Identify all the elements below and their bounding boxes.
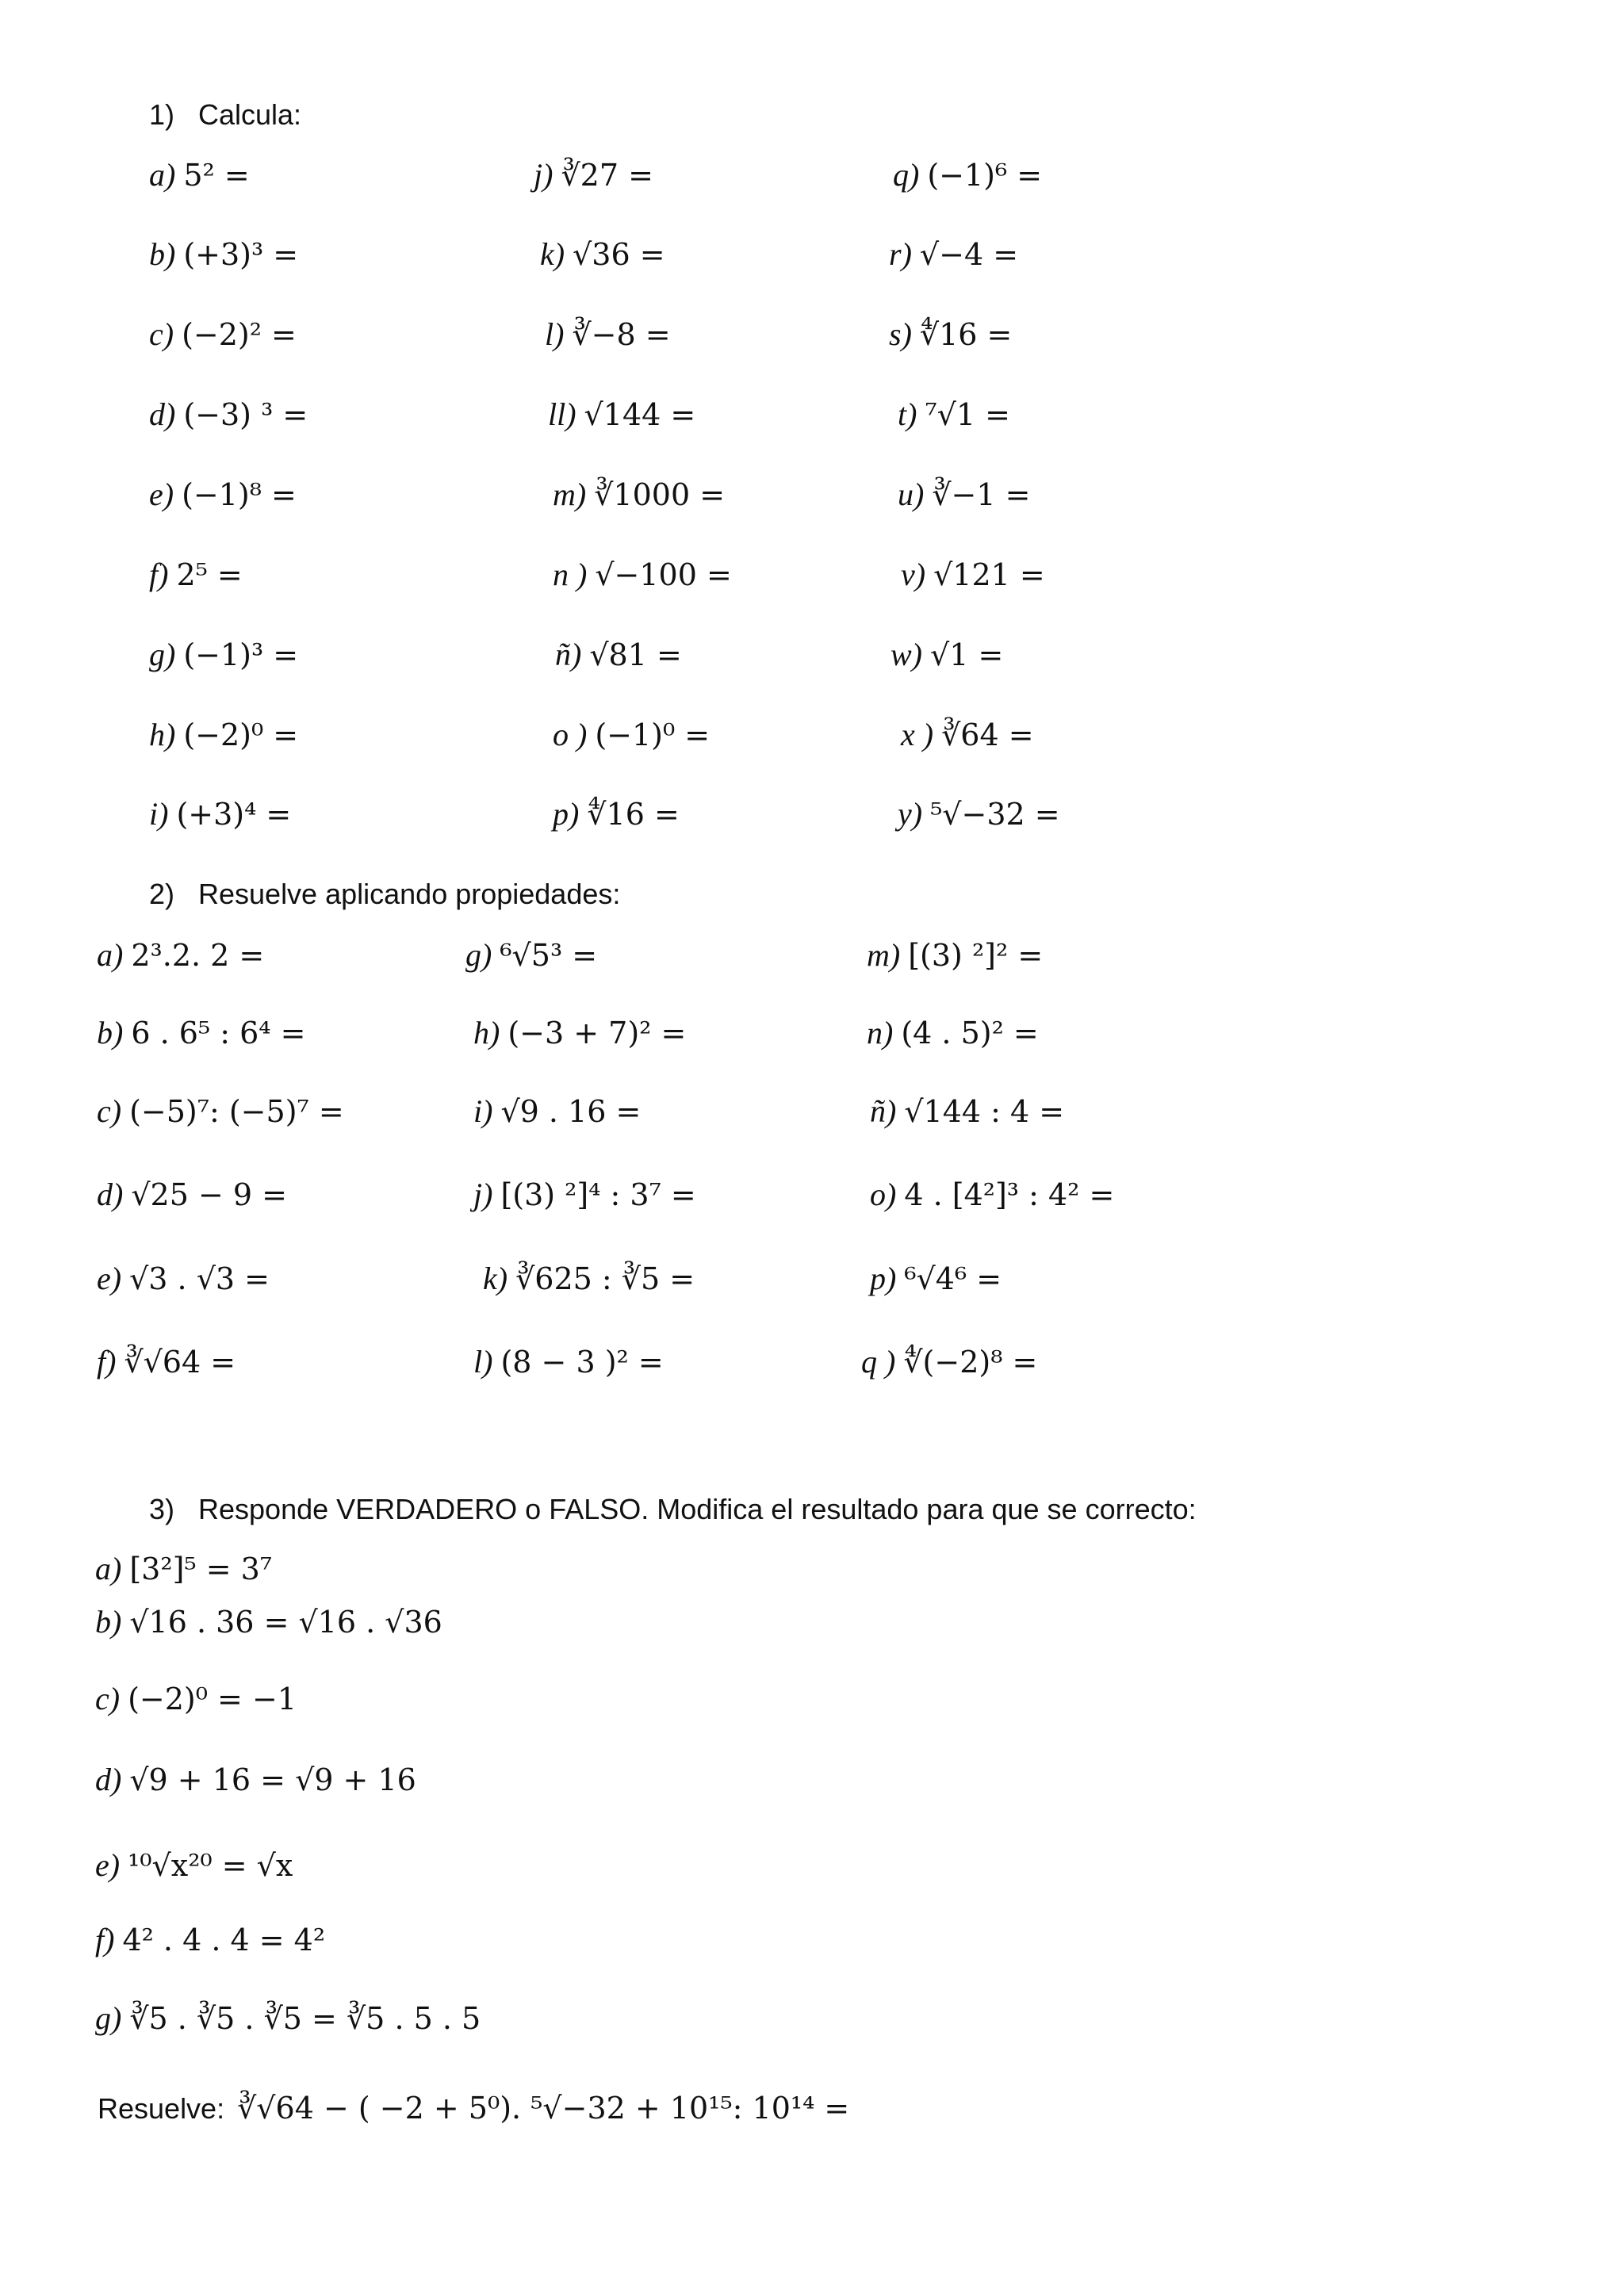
true-false-item [95,1761,1443,1808]
exercise-expression: ∛−8 = [572,317,671,352]
exercise [867,1014,1039,1051]
exercise-label: w) [891,637,922,672]
exercise-expression: ∛625 : ∛5 = [515,1261,695,1296]
exercise-expression: ∛1000 = [594,477,726,512]
exercise-expression: (4 . 5)² = [901,1016,1039,1050]
exercise-expression: [(3) ²]⁴ : 3⁷ = [500,1177,696,1212]
exercise [870,1260,1002,1297]
exercise [553,556,732,593]
exercise-label: f) [95,1922,115,1957]
exercise-expression: ∜(−2)⁸ = [903,1345,1038,1380]
exercise-expression: (−2)⁰ = [183,718,299,752]
exercise-label: b) [149,236,176,272]
exercise-label: i) [473,1093,493,1129]
exercise-expression: √9 + 16 = √9 + 16 [129,1762,416,1797]
exercise-label: f) [97,1344,117,1380]
exercise [97,936,264,974]
exercise [545,316,671,353]
exercise-label: a) [97,937,124,973]
section1-row [0,636,1624,683]
exercise-label: d) [97,1177,124,1212]
exercise [473,1343,664,1380]
section2-number: 2) [149,878,175,910]
section1-heading [149,98,301,132]
exercise-expression: ∛27 = [561,158,653,193]
exercise-label: c) [97,1093,122,1129]
exercise-expression: √−100 = [595,557,732,592]
exercise-label: c) [149,316,174,352]
exercise-expression: (−5)⁷: (−5)⁷ = [129,1094,344,1129]
exercise [149,235,298,273]
exercise-expression: (−3) ³ = [183,397,308,432]
exercise-label: f) [149,557,169,592]
exercise-label: h) [473,1015,500,1050]
exercise-label: o ) [553,717,588,752]
section1-row [0,235,1624,283]
exercise-label: l) [545,316,565,352]
section1-row [0,476,1624,523]
exercise-expression: 2⁵ = [176,557,243,592]
section2-row [0,1343,1624,1391]
exercise-label: l) [473,1344,493,1380]
exercise-expression: [3²]⁵ = 3⁷ [129,1552,273,1586]
exercise-expression: √36 = [573,237,665,272]
exercise [97,1343,236,1380]
exercise [870,1176,1114,1213]
exercise [898,476,1030,513]
exercise [97,1014,305,1051]
section1-row [0,795,1624,843]
exercise-expression: ⁵√−32 = [930,797,1060,832]
exercise-expression: ∛√64 = [124,1345,236,1380]
exercise [901,556,1045,593]
exercise-label: g) [465,937,492,973]
exercise [891,636,1003,673]
exercise-label: i) [149,796,169,832]
section2-row [0,1176,1624,1223]
exercise [553,476,725,513]
exercise-label: e) [97,1261,122,1296]
true-false-item [95,1550,1443,1598]
true-false-item [95,1846,1443,1894]
exercise [473,1093,641,1130]
section2-row [0,1014,1624,1062]
exercise-label: u) [898,476,925,512]
true-false-item [95,1603,1443,1651]
exercise [149,556,243,593]
exercise-label: n) [867,1015,894,1050]
exercise-expression: ¹⁰√x²⁰ = √x [128,1848,293,1883]
exercise-label: b) [95,1604,122,1640]
exercise-label: ñ) [870,1093,897,1129]
final-expression: ∛√64 − ( −2 + 5⁰). ⁵√−32 + 10¹⁵: 10¹⁴ = [237,2091,850,2126]
exercise-expression: (8 − 3 )² = [500,1345,664,1380]
exercise [465,936,597,974]
exercise-label: g) [149,637,176,672]
exercise [889,316,1012,353]
exercise-expression: √81 = [589,637,682,672]
exercise-expression: ∛5 . ∛5 . ∛5 = ∛5 . 5 . 5 [129,2001,481,2036]
exercise-label: a) [149,157,176,193]
exercise-expression: √25 − 9 = [131,1177,287,1212]
exercise-label: n ) [553,557,588,592]
exercise-label: x ) [901,717,934,752]
exercise-expression: ⁶√4⁶ = [904,1261,1002,1296]
exercise-expression: ∛64 = [941,718,1034,752]
exercise-label: ll) [548,396,576,432]
section2-title: Resuelve aplicando propiedades: [198,878,621,910]
exercise-expression: (+3)⁴ = [176,797,292,832]
exercise-expression: √144 : 4 = [904,1094,1065,1129]
exercise-expression: √3 . √3 = [129,1261,270,1296]
section1-title: Calcula: [198,98,302,131]
exercise-expression: (−1)⁸ = [182,477,297,512]
section2-heading [149,878,620,911]
exercise-label: m) [553,476,587,512]
exercise-expression: ∜16 = [587,797,680,832]
exercise-expression: (+3)³ = [183,237,299,272]
exercise-label: e) [95,1847,121,1883]
exercise [473,1014,686,1051]
exercise-expression: (−2)⁰ = −1 [128,1682,297,1716]
section2-row [0,1260,1624,1307]
section3-heading [149,1493,1197,1526]
exercise [540,235,665,273]
exercise-label: g) [95,2000,122,2036]
exercise [149,396,308,433]
section1-number: 1) [149,98,175,131]
section1-row [0,316,1624,363]
exercise-expression: (−1)⁶ = [927,158,1043,193]
exercise [149,316,297,353]
exercise [553,716,710,753]
exercise [893,156,1042,193]
exercise [483,1260,695,1297]
exercise-label: r) [889,236,912,272]
exercise [97,1093,344,1130]
exercise-label: s) [889,316,912,352]
exercise-expression: (−1)³ = [183,637,299,672]
exercise-expression: ∛−1 = [932,477,1031,512]
exercise-label: b) [97,1015,124,1050]
exercise-label: j) [534,157,553,193]
exercise-expression: (−1)⁰ = [595,718,710,752]
exercise-expression: ∜16 = [919,317,1013,352]
true-false-item [95,1680,1443,1728]
exercise-label: o) [870,1177,897,1212]
exercise [553,795,680,832]
exercise-expression: 5² = [183,158,250,193]
exercise-expression: [(3) ²]² = [908,938,1044,973]
exercise-label: d) [149,396,176,432]
exercise-label: k) [483,1261,508,1296]
exercise [149,716,298,753]
section2-row [0,936,1624,984]
section3-number: 3) [149,1493,175,1525]
exercise [555,636,682,673]
exercise-expression: √−4 = [919,237,1019,272]
exercise [149,636,298,673]
section1-row [0,716,1624,763]
exercise-label: c) [95,1681,121,1716]
true-false-item [95,1999,1443,2047]
exercise [867,936,1043,974]
exercise [870,1093,1064,1130]
exercise-expression: ⁷√1 = [925,397,1010,432]
exercise [898,795,1060,832]
exercise-expression: √9 . 16 = [500,1094,642,1129]
exercise-label: d) [95,1762,122,1797]
exercise-label: t) [898,396,917,432]
exercise-expression: √16 . 36 = √16 . √36 [129,1605,442,1640]
exercise-label: q ) [861,1344,896,1380]
exercise-expression: 2³.2. 2 = [131,938,265,973]
exercise-expression: √1 = [930,637,1004,672]
section3-title: Responde VERDADERO o FALSO. Modifica el resultado para que se correcto: [198,1493,1197,1525]
exercise-label: v) [901,557,926,592]
final-label: Resuelve: [98,2092,225,2125]
exercise [889,235,1018,273]
exercise-label: ñ) [555,637,582,672]
final-exercise [98,2091,849,2126]
exercise-expression: (−3 + 7)² = [508,1016,687,1050]
exercise-expression: ⁶√5³ = [500,938,598,973]
exercise [149,795,291,832]
exercise-label: m) [867,937,901,973]
exercise-expression: 6 . 6⁵ : 6⁴ = [131,1016,306,1050]
exercise [901,716,1034,753]
exercise-label: h) [149,717,176,752]
exercise [473,1176,696,1213]
exercise [548,396,695,433]
section2-row [0,1093,1624,1140]
exercise-label: p) [553,796,580,832]
section1-row [0,396,1624,443]
exercise-expression: √121 = [933,557,1045,592]
exercise [534,156,653,193]
exercise [97,1260,270,1297]
section1-row [0,156,1624,204]
exercise-expression: √144 = [584,397,696,432]
exercise-label: e) [149,476,174,512]
exercise [898,396,1010,433]
exercise-label: k) [540,236,565,272]
exercise-expression: 4² . 4 . 4 = 4² [122,1923,326,1957]
exercise-label: p) [870,1261,897,1296]
exercise-label: y) [898,796,923,832]
exercise-expression: 4 . [4²]³ : 4² = [904,1177,1115,1212]
true-false-item [95,1921,1443,1969]
exercise-expression: (−2)² = [182,317,297,352]
exercise [149,476,297,513]
exercise [861,1343,1037,1380]
exercise [149,156,250,193]
section1-row [0,556,1624,603]
exercise-label: q) [893,157,920,193]
exercise-label: j) [473,1177,493,1212]
exercise-label: a) [95,1551,122,1586]
exercise [97,1176,287,1213]
